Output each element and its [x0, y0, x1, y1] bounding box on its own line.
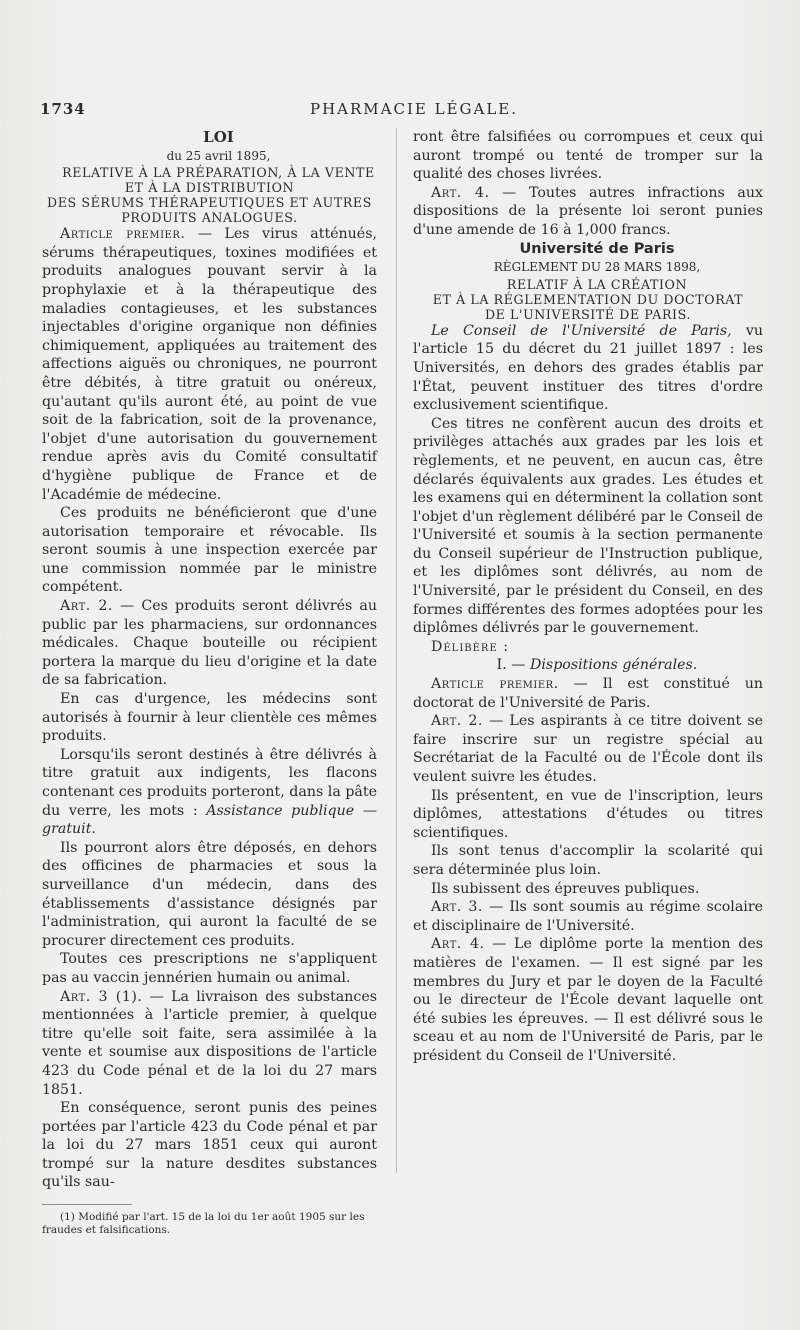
law-subject-line: ET À LA DISTRIBUTION — [124, 180, 295, 196]
article-label: Art. 4. — [431, 184, 490, 201]
law-subject-line: PRODUITS ANALOGUES. — [121, 210, 298, 226]
paragraph: Ils sont tenus d'accomplir la scolarité qui sera déterminée plus loin. — [413, 843, 763, 878]
paragraph: En conséquence, seront punis des peines portées par l'article 423 du Code pénal et par la loi du 27 mars 1851 ceux qui auront trompé sur la nature desdites substances qu'ils sau- — [42, 1100, 377, 1191]
regulation-date: RÈGLEMENT DU 28 MARS 1898, — [493, 260, 701, 275]
article-text: — Le diplôme porte la mention des matières de l'examen. — Il est signé par les membres du Jury et par le doyen de la Faculté ou le directeur de l'École devant laquelle ont été subies les épreuves. — Il est délivré sous le sceau et au nom de l'Université de Paris, par le président du Conseil de l'Université. — [413, 936, 764, 1064]
article-text: — Il est constitué un doctorat de l'Université de Paris. — [413, 676, 763, 711]
article-label: Art. 3. — [431, 899, 483, 916]
law-subject — [42, 165, 377, 225]
regulation-subject — [413, 277, 763, 322]
article-label: Art. 4. — [431, 936, 485, 953]
paragraph — [413, 322, 763, 415]
article-text: — Les virus atténués, sérums thérapeutiques, toxines modifiées et produits analogues pouvant servir à la prophylaxie et à la thérapeutique des maladies contagieuses, et les substances injectables d'origine organique non définies chimiquement, appliquées au traitement des affections aiguës ou chroniques, ne pourront être débités, à titre gratuit ou onéreux, qu'autant qu'ils auront été, au point de vue soit de la fabrication, soit de la provenance, l'objet d'une autorisation du gouvernement rendue après avis du Comité consultatif d'hygiène publique de France et de l'Académie de médecine. — [42, 226, 377, 503]
university-title: Université de Paris — [519, 240, 675, 257]
article-label: Art. 2. — [431, 713, 483, 730]
article-paragraph — [413, 935, 763, 1065]
law-title: LOI — [203, 128, 234, 146]
paragraph — [42, 746, 377, 839]
regulation-subject-line: DE L'UNIVERSITÉ DE PARIS. — [484, 306, 692, 322]
paragraph: Ces titres ne confèrent aucun des droits et privilèges attachés aux grades par les lois et règlements, et ne peuvent, en aucun cas, être déclarés équivalents aux grades. Les études et les examens qui en déterminent la collation sont l'objet d'un règlement délibéré par le Conseil de l'Université et soumis à la section permanente du Conseil supérieur de l'Instruction publique, et les diplômes sont délivrés, au nom de l'Université, par le président du Conseil, en des formes différentes des formes adoptées pour les diplômes délivrés par le gouvernement. — [413, 415, 763, 637]
deliberation-heading: Délibère : — [431, 638, 510, 655]
article-label: Article premier. — [431, 676, 559, 693]
section-heading — [413, 656, 763, 675]
regulation-subject-line: RELATIF À LA CRÉATION — [506, 276, 688, 292]
article-paragraph — [413, 184, 763, 240]
column-divider — [396, 128, 397, 1173]
footnote-rule — [42, 1204, 132, 1205]
paragraph: Ces produits ne bénéficieront que d'une autorisation temporaire et révocable. Ils seront soumis à une inspection exercée par une commission nommée par le ministre compétent. — [42, 505, 377, 596]
paragraph: En cas d'urgence, les médecins sont autorisés à fournir à leur clientèle ces mêmes produits. — [42, 691, 377, 745]
page-header — [40, 100, 780, 124]
italic-text: Le Conseil de l'Université de Paris, — [431, 322, 732, 339]
article-paragraph — [413, 898, 763, 935]
running-title: PHARMACIE LÉGALE. — [310, 100, 519, 118]
article-text: — Toutes autres infractions aux dispositions de la présente loi seront punies d'une amende de 16 à 1,000 francs. — [413, 184, 763, 238]
article-paragraph — [413, 712, 763, 786]
article-text: — Les aspirants à ce titre doivent se faire inscrire sur un registre spécial au Secrétariat de la Faculté ou de l'École dont ils veulent suivre les études. — [413, 713, 764, 785]
left-column — [42, 128, 377, 1237]
article-text: — La livraison des substances mentionnées à l'article premier, à quelque titre qu'elle soit faite, sera assimilée à la vente et soumise aux dispositions de l'article 423 du Code pénal et de la loi du 27 mars 1851. — [42, 988, 377, 1098]
article-label: Article premier. — [60, 226, 186, 243]
paragraph: Toutes ces prescriptions ne s'appliquent pas au vaccin jennérien humain ou animal. — [42, 951, 377, 986]
paragraph-text: Lorsqu'ils seront destinés à être délivrés à titre gratuit aux indigents, les flacons contenant ces produits porteront, dans la pâte du verre, les mots : — [42, 746, 377, 819]
law-subject-line: RELATIVE À LA PRÉPARATION, À LA VENTE — [62, 165, 375, 181]
law-subject-line: DES SÉRUMS THÉRAPEUTIQUES ET AUTRES — [47, 195, 372, 211]
regulation-subject-line: ET À LA RÉGLEMENTATION DU DOCTORAT — [432, 291, 744, 307]
law-date: du 25 avril 1895, — [166, 148, 271, 163]
page-number: 1734 — [40, 100, 86, 118]
article-paragraph — [42, 988, 377, 1100]
section-number: I. — — [496, 657, 526, 674]
article-label: Art. 3 (1). — [60, 988, 143, 1005]
paragraph-text: vu l'article 15 du décret du 21 juillet 1897 : les Universités, en dehors des grades établis par l'État, peuvent instituer des titres d'ordre exclusivement scientifique. — [413, 322, 763, 414]
continued-text: ront être falsifiées ou corrompues et ceux qui auront trompé ou tenté de tromper sur la qualité des choses livrées. — [413, 129, 763, 183]
footnote: (1) Modifié par l'art. 15 de la loi du 1er août 1905 sur les fraudes et falsifications. — [42, 1211, 365, 1237]
article-text: — Ils sont soumis au régime scolaire et disciplinaire de l'Université. — [413, 899, 763, 934]
italic-text: Assistance publique — gratuit. — [42, 802, 378, 838]
article-text: — Ces produits seront délivrés au public par les pharmaciens, sur ordonnances médicales. Chaque bouteille ou récipient portera la marque du lieu d'origine et la date de sa fabrication. — [42, 598, 377, 689]
article-label: Art. 2. — [60, 598, 113, 615]
article-paragraph — [413, 675, 763, 712]
article-paragraph — [42, 597, 377, 690]
section-title: Dispositions générales. — [530, 657, 698, 674]
right-column — [413, 128, 763, 1066]
article-paragraph — [42, 225, 377, 504]
paragraph: Ils subissent des épreuves publiques. — [431, 880, 700, 897]
paragraph: Ils présentent, en vue de l'inscription, leurs diplômes, attestations d'études ou titres scientifiques. — [413, 787, 763, 841]
paragraph: Ils pourront alors être déposés, en dehors des officines de pharmacies et sous la surveillance d'un médecin, dans des établissements d'assistance désignés par l'administration, qui auront la faculté de se procurer directement ces produits. — [42, 839, 377, 949]
